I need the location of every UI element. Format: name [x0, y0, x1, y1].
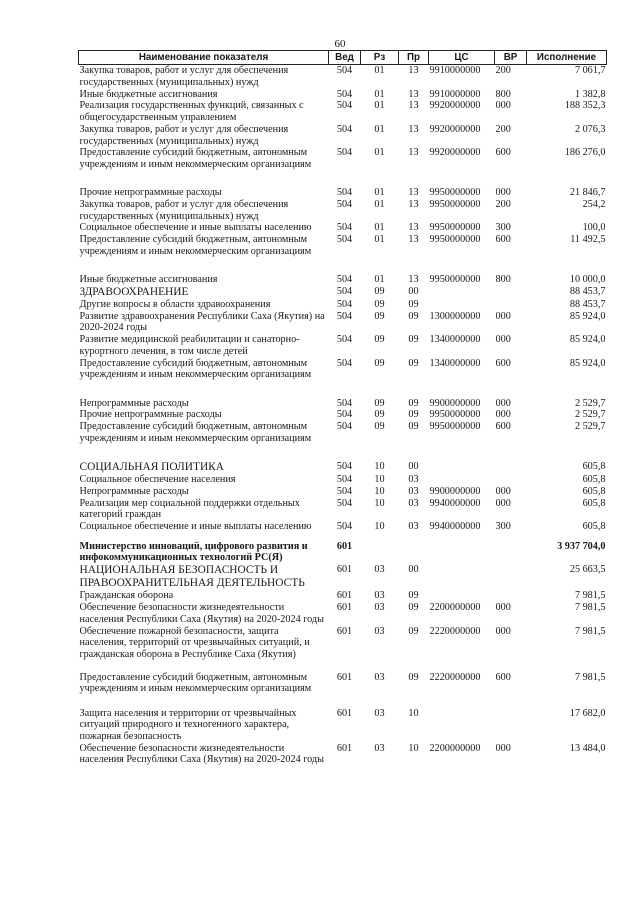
cell-rz: 10 — [374, 497, 385, 509]
cell-sum: 7 981,5 — [574, 602, 606, 614]
cell-cs: 9920000000 — [429, 123, 481, 135]
cell-ved: 504 — [336, 65, 353, 77]
cell-sum: 21 846,7 — [569, 187, 606, 199]
cell-vr: 000 — [495, 334, 511, 346]
cell-cs: 9940000000 — [429, 521, 481, 533]
cell-vr: 200 — [495, 65, 511, 77]
cell-rz: 03 — [374, 671, 385, 683]
cell-vr: 000 — [495, 100, 511, 112]
cell-name: Развитие здравоохранения Республики Саха (Якутия) на 2020-2024 годы — [79, 310, 325, 334]
cell-ved: 601 — [336, 671, 353, 683]
cell-cs — [429, 474, 495, 486]
cell-vr: 000 — [495, 187, 511, 199]
cell-ved: 504 — [336, 397, 353, 409]
cell-pr: 09 — [408, 590, 419, 602]
table-row — [79, 564, 607, 590]
header-cs: ЦС — [429, 51, 495, 65]
cell-pr: 09 — [408, 397, 419, 409]
cell-vr — [495, 474, 527, 486]
cell-cs — [429, 590, 495, 602]
cell-vr: 600 — [495, 357, 511, 369]
cell-rz — [361, 541, 399, 564]
cell-pr: 09 — [408, 299, 419, 310]
cell-cs: 1340000000 — [429, 334, 481, 346]
cell-ved: 601 — [336, 564, 353, 576]
cell-pr: 09 — [408, 334, 419, 346]
cell-pr: 00 — [408, 461, 419, 473]
table-row — [79, 626, 607, 672]
cell-rz: 01 — [374, 147, 385, 159]
cell-vr: 000 — [495, 409, 511, 421]
cell-pr: 00 — [408, 564, 419, 576]
cell-rz: 03 — [374, 625, 385, 637]
cell-vr: 000 — [495, 602, 511, 614]
cell-ved: 504 — [336, 199, 353, 211]
table-row — [79, 602, 607, 625]
cell-vr: 600 — [495, 147, 511, 159]
cell-sum: 85 924,0 — [569, 334, 606, 346]
cell-pr: 13 — [408, 65, 419, 77]
cell-pr: 13 — [408, 88, 419, 100]
table-row — [79, 461, 607, 474]
cell-rz: 01 — [374, 100, 385, 112]
cell-vr — [495, 590, 527, 602]
cell-ved: 504 — [336, 100, 353, 112]
cell-rz: 09 — [374, 334, 385, 346]
table-row — [79, 187, 607, 199]
header-sum: Исполнение — [527, 51, 607, 65]
cell-vr — [495, 564, 527, 590]
table-row — [79, 743, 607, 766]
cell-sum: 605,8 — [582, 521, 606, 533]
table-row — [79, 311, 607, 334]
cell-cs: 2220000000 — [429, 671, 481, 683]
table-row — [79, 398, 607, 410]
table-row — [79, 124, 607, 147]
cell-vr: 300 — [495, 222, 511, 234]
cell-cs — [429, 461, 495, 474]
cell-vr: 000 — [495, 397, 511, 409]
table-row — [79, 590, 607, 602]
cell-vr — [495, 286, 527, 299]
cell-vr — [495, 461, 527, 474]
cell-pr: 03 — [408, 497, 419, 509]
cell-pr — [399, 541, 429, 564]
cell-cs: 2220000000 — [429, 625, 481, 637]
cell-rz: 09 — [374, 299, 385, 310]
cell-ved: 601 — [336, 742, 353, 754]
table-row — [79, 498, 607, 521]
cell-ved: 504 — [336, 147, 353, 159]
cell-rz: 09 — [374, 409, 385, 421]
cell-pr: 13 — [408, 234, 419, 246]
cell-pr: 10 — [408, 707, 419, 719]
cell-pr: 09 — [408, 671, 419, 683]
cell-ved: 601 — [336, 540, 353, 552]
table-row — [79, 541, 607, 564]
cell-ved: 504 — [336, 485, 353, 497]
cell-cs: 9920000000 — [429, 147, 481, 159]
cell-ved: 504 — [336, 299, 353, 310]
table-row — [79, 299, 607, 311]
table-row — [79, 286, 607, 299]
cell-rz: 03 — [374, 742, 385, 754]
cell-cs — [429, 541, 495, 564]
cell-pr: 09 — [408, 421, 419, 433]
table-row — [79, 672, 607, 708]
cell-ved: 504 — [336, 310, 353, 322]
cell-name: Обеспечение пожарной безопасности, защита населения, территорий от чрезвычайных ситуаций, и гражданская оборона в Республике Саха (Якутия) — [79, 625, 310, 660]
cell-rz: 01 — [374, 88, 385, 100]
table-row — [79, 147, 607, 187]
table-row — [79, 521, 607, 541]
cell-name: Прочие непрограммные расходы — [79, 409, 222, 421]
cell-ved: 504 — [336, 334, 353, 346]
table-row — [79, 234, 607, 274]
cell-sum: 3 937 704,0 — [557, 540, 606, 552]
cell-name: Защита населения и территории от чрезвычайных ситуаций природного и техногенного характера, пожарная безопасность — [79, 707, 297, 742]
page-number: 60 — [334, 38, 346, 50]
table-row — [79, 421, 607, 461]
cell-vr: 800 — [495, 88, 511, 100]
cell-sum: 188 352,3 — [564, 100, 606, 112]
cell-rz: 10 — [374, 521, 385, 533]
cell-sum: 13 484,0 — [569, 742, 606, 754]
cell-ved: 504 — [336, 461, 353, 473]
cell-name: Предоставление субсидий бюджетным, автономным учреждениям и иным некоммерческим организациям — [79, 357, 312, 381]
cell-name: Социальное обеспечение и иные выплаты населению — [79, 521, 312, 533]
cell-cs: 9910000000 — [429, 65, 481, 77]
cell-sum: 88 453,7 — [569, 285, 606, 297]
cell-cs: 9900000000 — [429, 485, 481, 497]
cell-pr: 09 — [408, 357, 419, 369]
cell-vr: 600 — [495, 234, 511, 246]
cell-ved: 601 — [336, 707, 353, 719]
cell-cs — [429, 708, 495, 743]
cell-name: Обеспечение безопасности жизнедеятельности населения Республики Саха (Якутия) на 2020-2024 годы — [79, 602, 324, 625]
cell-cs — [429, 299, 495, 311]
table-row — [79, 409, 607, 421]
cell-ved: 504 — [336, 222, 353, 234]
table-row — [79, 199, 607, 222]
cell-sum: 605,8 — [582, 485, 606, 497]
cell-sum: 88 453,7 — [569, 299, 606, 310]
header-vr: ВР — [495, 51, 527, 65]
cell-rz: 03 — [374, 707, 385, 719]
cell-vr: 000 — [495, 497, 511, 509]
cell-cs: 2200000000 — [429, 742, 481, 754]
table-row — [79, 708, 607, 743]
cell-vr — [495, 708, 527, 743]
cell-cs — [429, 286, 495, 299]
cell-name: Закупка товаров, работ и услуг для обеспечения государственных (муниципальных) нужд — [79, 65, 289, 88]
cell-name: Реализация государственных функций, связанных с общегосударственным управлением — [79, 100, 304, 124]
cell-pr: 09 — [408, 625, 419, 637]
cell-sum: 7 981,5 — [574, 625, 606, 637]
cell-rz: 01 — [374, 123, 385, 135]
cell-pr: 13 — [408, 222, 419, 234]
cell-pr: 13 — [408, 147, 419, 159]
cell-cs: 9900000000 — [429, 397, 481, 409]
cell-rz: 09 — [374, 357, 385, 369]
cell-rz: 09 — [374, 285, 385, 297]
cell-name: НАЦИОНАЛЬНАЯ БЕЗОПАСНОСТЬ И ПРАВООХРАНИТЕЛЬНАЯ ДЕЯТЕЛЬНОСТЬ — [79, 564, 305, 590]
header-rz: Рз — [361, 51, 399, 65]
cell-name: Предоставление субсидий бюджетным, автономным учреждениям и иным некоммерческим организациям — [79, 421, 312, 444]
cell-sum: 2 529,7 — [574, 421, 606, 433]
cell-name: Непрограммные расходы — [79, 485, 189, 497]
header-name: Наименование показателя — [79, 51, 329, 65]
table-row — [79, 222, 607, 234]
header-ved: Вед — [329, 51, 361, 65]
cell-name: Другие вопросы в области здравоохранения — [79, 299, 271, 310]
cell-name: Социальное обеспечение населения — [79, 474, 236, 486]
cell-ved: 504 — [336, 497, 353, 509]
cell-sum: 605,8 — [582, 497, 606, 509]
cell-ved: 504 — [336, 409, 353, 421]
cell-pr: 13 — [408, 187, 419, 199]
cell-name: Социальное обеспечение и иные выплаты населению — [79, 222, 312, 234]
cell-sum: 2 076,3 — [574, 123, 606, 135]
cell-cs: 9950000000 — [429, 187, 481, 199]
cell-name: Закупка товаров, работ и услуг для обеспечения государственных (муниципальных) нужд — [79, 123, 289, 147]
cell-sum: 100,0 — [582, 222, 606, 234]
cell-name: Предоставление субсидий бюджетным, автономным учреждениям и иным некоммерческим организациям — [79, 147, 312, 171]
cell-name: ЗДРАВООХРАНЕНИЕ — [79, 285, 189, 298]
cell-sum: 7 981,5 — [574, 590, 606, 602]
cell-sum: 11 492,5 — [570, 234, 606, 246]
cell-name: СОЦИАЛЬНАЯ ПОЛИТИКА — [79, 461, 225, 474]
cell-sum: 2 529,7 — [574, 409, 606, 421]
cell-ved: 601 — [336, 602, 353, 614]
cell-cs: 9920000000 — [429, 100, 481, 112]
cell-cs: 2200000000 — [429, 602, 481, 614]
cell-sum: 254,2 — [582, 199, 606, 211]
cell-sum: 7 061,7 — [574, 65, 606, 77]
cell-ved: 504 — [336, 234, 353, 246]
cell-name: Развитие медицинской реабилитации и санаторно-курортного лечения, в том числе детей — [79, 334, 300, 357]
table-row — [79, 334, 607, 357]
cell-name: Предоставление субсидий бюджетным, автономным учреждениям и иным некоммерческим организациям — [79, 234, 312, 257]
cell-sum: 186 276,0 — [564, 147, 606, 159]
budget-execution-table — [78, 50, 607, 766]
cell-cs — [429, 564, 495, 590]
cell-ved: 504 — [336, 421, 353, 433]
cell-vr: 000 — [495, 310, 511, 322]
table-row — [79, 65, 607, 89]
cell-sum: 17 682,0 — [569, 707, 606, 719]
cell-pr: 13 — [408, 100, 419, 112]
cell-sum: 85 924,0 — [569, 357, 606, 369]
cell-rz: 03 — [374, 590, 385, 602]
cell-name: Иные бюджетные ассигнования — [79, 88, 218, 100]
cell-vr: 000 — [495, 742, 511, 754]
cell-name: Реализация мер социальной поддержки отдельных категорий граждан — [79, 497, 300, 521]
cell-rz: 03 — [374, 564, 385, 576]
cell-vr: 200 — [495, 123, 511, 135]
cell-pr: 13 — [408, 274, 419, 286]
cell-rz: 10 — [374, 485, 385, 497]
cell-ved: 504 — [336, 123, 353, 135]
cell-pr: 09 — [408, 310, 419, 322]
cell-pr: 03 — [408, 521, 419, 533]
cell-pr: 10 — [408, 742, 419, 754]
cell-vr: 200 — [495, 199, 511, 211]
cell-ved: 504 — [336, 357, 353, 369]
cell-cs: 9950000000 — [429, 421, 481, 433]
cell-vr: 600 — [495, 671, 511, 683]
cell-ved: 504 — [336, 521, 353, 533]
cell-vr: 300 — [495, 521, 511, 533]
cell-rz: 09 — [374, 421, 385, 433]
cell-rz: 01 — [374, 65, 385, 77]
table-row — [79, 100, 607, 123]
cell-sum: 605,8 — [582, 474, 606, 486]
cell-name: Закупка товаров, работ и услуг для обеспечения государственных (муниципальных) нужд — [79, 199, 289, 222]
cell-cs: 9950000000 — [429, 274, 481, 286]
table-row — [79, 89, 607, 101]
cell-vr — [495, 541, 527, 564]
cell-cs: 9910000000 — [429, 88, 481, 100]
cell-rz: 01 — [374, 199, 385, 211]
cell-sum: 85 924,0 — [569, 310, 606, 322]
cell-pr: 13 — [408, 123, 419, 135]
cell-name: Непрограммные расходы — [79, 397, 189, 409]
cell-pr: 13 — [408, 199, 419, 211]
cell-rz: 01 — [374, 274, 385, 286]
table-row — [79, 474, 607, 486]
cell-rz: 10 — [374, 474, 385, 486]
cell-sum: 10 000,0 — [569, 274, 606, 286]
cell-pr: 00 — [408, 285, 419, 297]
cell-cs: 9950000000 — [429, 234, 481, 246]
cell-cs: 1300000000 — [429, 310, 481, 322]
cell-vr: 000 — [495, 485, 511, 497]
cell-cs: 1340000000 — [429, 357, 481, 369]
cell-ved: 504 — [336, 88, 353, 100]
cell-ved: 504 — [336, 274, 353, 286]
cell-ved: 504 — [336, 285, 353, 297]
cell-name: Обеспечение безопасности жизнедеятельности населения Республики Саха (Якутия) на 2020-2024 годы — [79, 742, 324, 766]
cell-rz: 10 — [374, 461, 385, 473]
cell-name: Иные бюджетные ассигнования — [79, 274, 218, 286]
cell-rz: 01 — [374, 222, 385, 234]
cell-pr: 03 — [408, 485, 419, 497]
cell-ved: 504 — [336, 474, 353, 486]
table-row — [79, 486, 607, 498]
cell-sum: 2 529,7 — [574, 397, 606, 409]
cell-name: Предоставление субсидий бюджетным, автономным учреждениям и иным некоммерческим организациям — [79, 671, 312, 695]
cell-name: Министерство инноваций, цифрового развития и инфокоммуникационных технологий РС(Я) — [79, 540, 308, 564]
cell-vr: 800 — [495, 274, 511, 286]
cell-rz: 09 — [374, 397, 385, 409]
cell-pr: 03 — [408, 474, 419, 486]
cell-sum: 25 663,5 — [569, 564, 606, 576]
cell-cs: 9950000000 — [429, 222, 481, 234]
cell-ved: 601 — [336, 590, 353, 602]
cell-sum: 7 981,5 — [574, 671, 606, 683]
cell-ved: 601 — [336, 625, 353, 637]
cell-rz: 01 — [374, 234, 385, 246]
cell-cs: 9950000000 — [429, 409, 481, 421]
cell-rz: 01 — [374, 187, 385, 199]
table-row — [79, 358, 607, 398]
cell-pr: 09 — [408, 409, 419, 421]
cell-name: Прочие непрограммные расходы — [79, 187, 222, 199]
cell-name: Гражданская оборона — [79, 590, 174, 602]
cell-ved: 504 — [336, 187, 353, 199]
cell-sum: 605,8 — [582, 461, 606, 473]
cell-pr: 09 — [408, 602, 419, 614]
cell-cs: 9940000000 — [429, 497, 481, 509]
cell-cs: 9950000000 — [429, 199, 481, 211]
cell-rz: 03 — [374, 602, 385, 614]
table-header-row — [79, 51, 607, 65]
cell-vr: 600 — [495, 421, 511, 433]
table-row — [79, 274, 607, 286]
cell-vr — [495, 299, 527, 311]
cell-rz: 09 — [374, 310, 385, 322]
cell-vr: 000 — [495, 625, 511, 637]
cell-sum: 1 382,8 — [574, 88, 606, 100]
header-pr: Пр — [399, 51, 429, 65]
